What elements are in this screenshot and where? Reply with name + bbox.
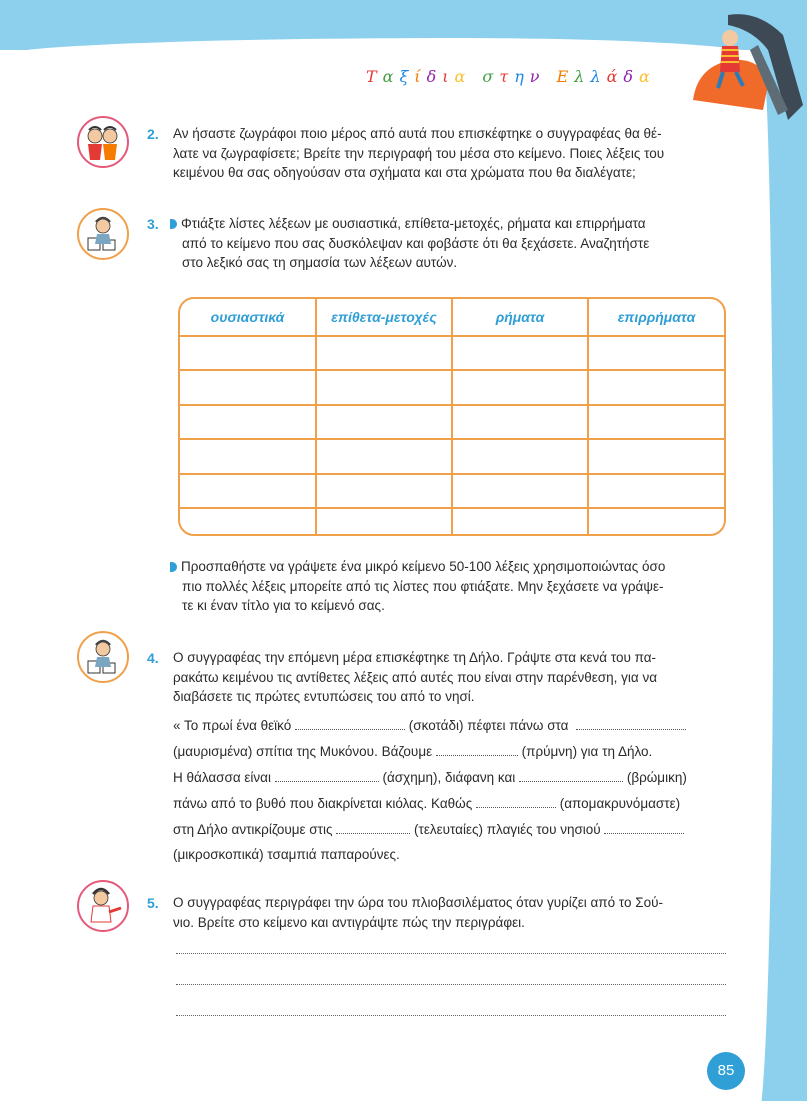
blank-8[interactable] (604, 821, 684, 834)
fill-text: (άσχημη), διάφανη και (382, 770, 516, 785)
fill-in-line (173, 743, 652, 759)
header-title-letter: ν (529, 67, 546, 86)
question-5-text (173, 893, 663, 932)
table-row (180, 508, 724, 534)
blank-4[interactable] (275, 769, 379, 782)
page-number: 85 (707, 1052, 745, 1090)
fill-text: στη Δήλο αντικρίζουμε στις (173, 822, 333, 837)
header-title-letter: ί (414, 67, 427, 86)
table-cell[interactable] (180, 508, 316, 534)
header-title-letter: σ (482, 67, 500, 86)
kids-avatar-icon (77, 116, 129, 168)
boy-with-blocks-icon (77, 208, 129, 260)
header-title-letter: λ (590, 67, 607, 86)
table-cell[interactable] (588, 508, 724, 534)
header-title-letter: η (514, 67, 530, 86)
question-3-extra-line: τε κι έναν τίτλο για το κείμενό σας. (182, 598, 385, 613)
answer-line[interactable] (176, 984, 726, 985)
table-cell[interactable] (452, 474, 588, 508)
table-cell[interactable] (180, 439, 316, 473)
table-row (180, 405, 724, 439)
header-title-letter: Τ (366, 67, 383, 86)
table-cell[interactable] (452, 370, 588, 404)
question-4-line: ρακάτω κειμένου τις αντίθετες λέξεις από αυτές που είναι στην παρένθεση, για να (173, 669, 657, 685)
table-cell[interactable] (588, 336, 724, 370)
fill-text: « Το πρωί ένα θεϊκό (173, 718, 292, 733)
header-title-letter: α (382, 67, 400, 86)
fill-in-line (173, 795, 680, 811)
question-2-line: Αν ήσαστε ζωγράφοι ποιο μέρος από αυτά που επισκέφτηκε ο συγγραφέας θα θέ- (173, 126, 662, 141)
question-4-line: Ο συγγραφέας την επόμενη μέρα επισκέφτηκε τη Δήλο. Γράψτε στα κενά του πα- (173, 650, 657, 665)
question-2-number: 2. (147, 126, 159, 142)
table-row (180, 370, 724, 404)
fill-text: (σκοτάδι) πέφτει πάνω στα (408, 718, 569, 733)
question-3-line: στο λεξικό σας τη σημασία των λέξεων αυτών. (182, 255, 458, 270)
boy-with-blocks-icon (77, 631, 129, 683)
blank-7[interactable] (336, 821, 410, 834)
table-header-adjectives: επίθετα-μετοχές (316, 299, 452, 336)
blank-6[interactable] (476, 795, 556, 808)
fill-text: (βρώμικη) (626, 770, 687, 785)
fill-in-line (173, 847, 400, 862)
table-cell[interactable] (316, 370, 452, 404)
header-title-letter (546, 67, 557, 86)
fill-in-line (173, 821, 684, 837)
fill-text: (μαυρισμένα) σπίτια της Μυκόνου. Βάζουμε (173, 744, 433, 759)
table-cell[interactable] (452, 405, 588, 439)
question-3-line: Φτιάξτε λίστες λέξεων με ουσιαστικά, επίθετα-μετοχές, ρήματα και επιρρήματα (181, 216, 646, 231)
question-2-line: κειμένου θα σας οδηγούσαν στα σχήματα και στα χρώματα που θα διαλέγατε; (173, 165, 636, 180)
header-title-letter: ι (442, 67, 455, 86)
corner-illustration (688, 10, 807, 130)
answer-line[interactable] (176, 1015, 726, 1016)
table-cell[interactable] (180, 370, 316, 404)
fill-text: (τελευταίες) πλαγιές του νησιού (414, 822, 601, 837)
fill-text: (πρύμνη) για τη Δήλο. (521, 744, 653, 759)
header-title-letter: ξ (399, 67, 415, 86)
question-2-text (173, 124, 664, 183)
header-title (366, 67, 656, 86)
table-cell[interactable] (588, 370, 724, 404)
table-cell[interactable] (452, 508, 588, 534)
question-4-line: διαβάσετε τις πρώτες εντυπώσεις του από το νησί. (173, 689, 475, 704)
question-5-line: Ο συγγραφέας περιγράφει την ώρα του πλιοβασιλέματος όταν γυρίζει από το Σού- (173, 895, 663, 910)
header-title-letter: δ (623, 67, 640, 86)
table-row (180, 336, 724, 370)
question-5-line: νιο. Βρείτε στο κείμενο και αντιγράψτε πώς την περιγράφει. (173, 914, 525, 930)
table-cell[interactable] (588, 474, 724, 508)
bullet-icon (170, 219, 177, 229)
table-cell[interactable] (316, 439, 452, 473)
header-title-letter: τ (499, 67, 515, 86)
table-cell[interactable] (316, 336, 452, 370)
question-4-text (173, 648, 657, 707)
question-3-line: από το κείμενο που σας δυσκόλεψαν και φοβάστε ότι θα ξεχάσετε. Αναζητήστε (182, 235, 650, 251)
question-3-text (170, 214, 649, 273)
blank-2[interactable] (576, 717, 686, 730)
answer-line[interactable] (176, 953, 726, 954)
header-title-letter (471, 67, 482, 86)
header-title-letter: α (639, 67, 656, 86)
table-header-adverbs: επιρρήματα (588, 299, 724, 336)
table-cell[interactable] (452, 439, 588, 473)
table-cell[interactable] (180, 336, 316, 370)
table-cell[interactable] (588, 405, 724, 439)
question-2-line: λατε να ζωγραφίσετε; Βρείτε την περιγραφή του μέσα στο κείμενο. Ποιες λέξεις του (173, 145, 665, 161)
fill-text: (απομακρυνόμαστε) (559, 796, 681, 811)
fill-in-line (173, 717, 686, 733)
question-5-number: 5. (147, 895, 159, 911)
question-3-extra-line: Προσπαθήστε να γράψετε ένα μικρό κείμενο 50-100 λέξεις χρησιμοποιώντας όσο (181, 559, 666, 574)
bullet-icon (170, 562, 177, 572)
table-cell[interactable] (316, 474, 452, 508)
table-cell[interactable] (588, 439, 724, 473)
question-3-extra-text (170, 557, 665, 616)
blank-1[interactable] (295, 717, 405, 730)
question-3-number: 3. (147, 216, 159, 232)
table-row (180, 439, 724, 473)
question-4-number: 4. (147, 650, 159, 666)
table-cell[interactable] (180, 474, 316, 508)
girl-avatar-icon (77, 880, 129, 932)
blank-3[interactable] (436, 743, 518, 756)
fill-text: πάνω από το βυθό που διακρίνεται κιόλας. Καθώς (173, 796, 473, 811)
blank-5[interactable] (519, 769, 623, 782)
table-cell[interactable] (316, 508, 452, 534)
question-3-extra-line: πιο πολλές λέξεις μπορείτε από τις λίστες που φτιάξατε. Μην ξεχάσετε να γράψε- (182, 578, 664, 594)
header-title-letter: δ (426, 67, 443, 86)
table-header-nouns: ουσιαστικά (180, 299, 316, 336)
fill-text: Η θάλασσα είναι (173, 770, 271, 785)
table-cell[interactable] (316, 405, 452, 439)
table-row (180, 474, 724, 508)
header-title-letter: λ (574, 67, 591, 86)
table-header-verbs: ρήματα (452, 299, 588, 336)
header-title-letter: ά (606, 67, 624, 86)
table-cell[interactable] (180, 405, 316, 439)
header-title-letter: α (454, 67, 472, 86)
fill-in-line (173, 769, 687, 785)
fill-text: (μικροσκοπικά) τσαμπιά παπαρούνες. (173, 847, 400, 862)
word-lists-table (178, 297, 726, 536)
table-cell[interactable] (452, 336, 588, 370)
header-title-letter: Ε (556, 67, 575, 86)
